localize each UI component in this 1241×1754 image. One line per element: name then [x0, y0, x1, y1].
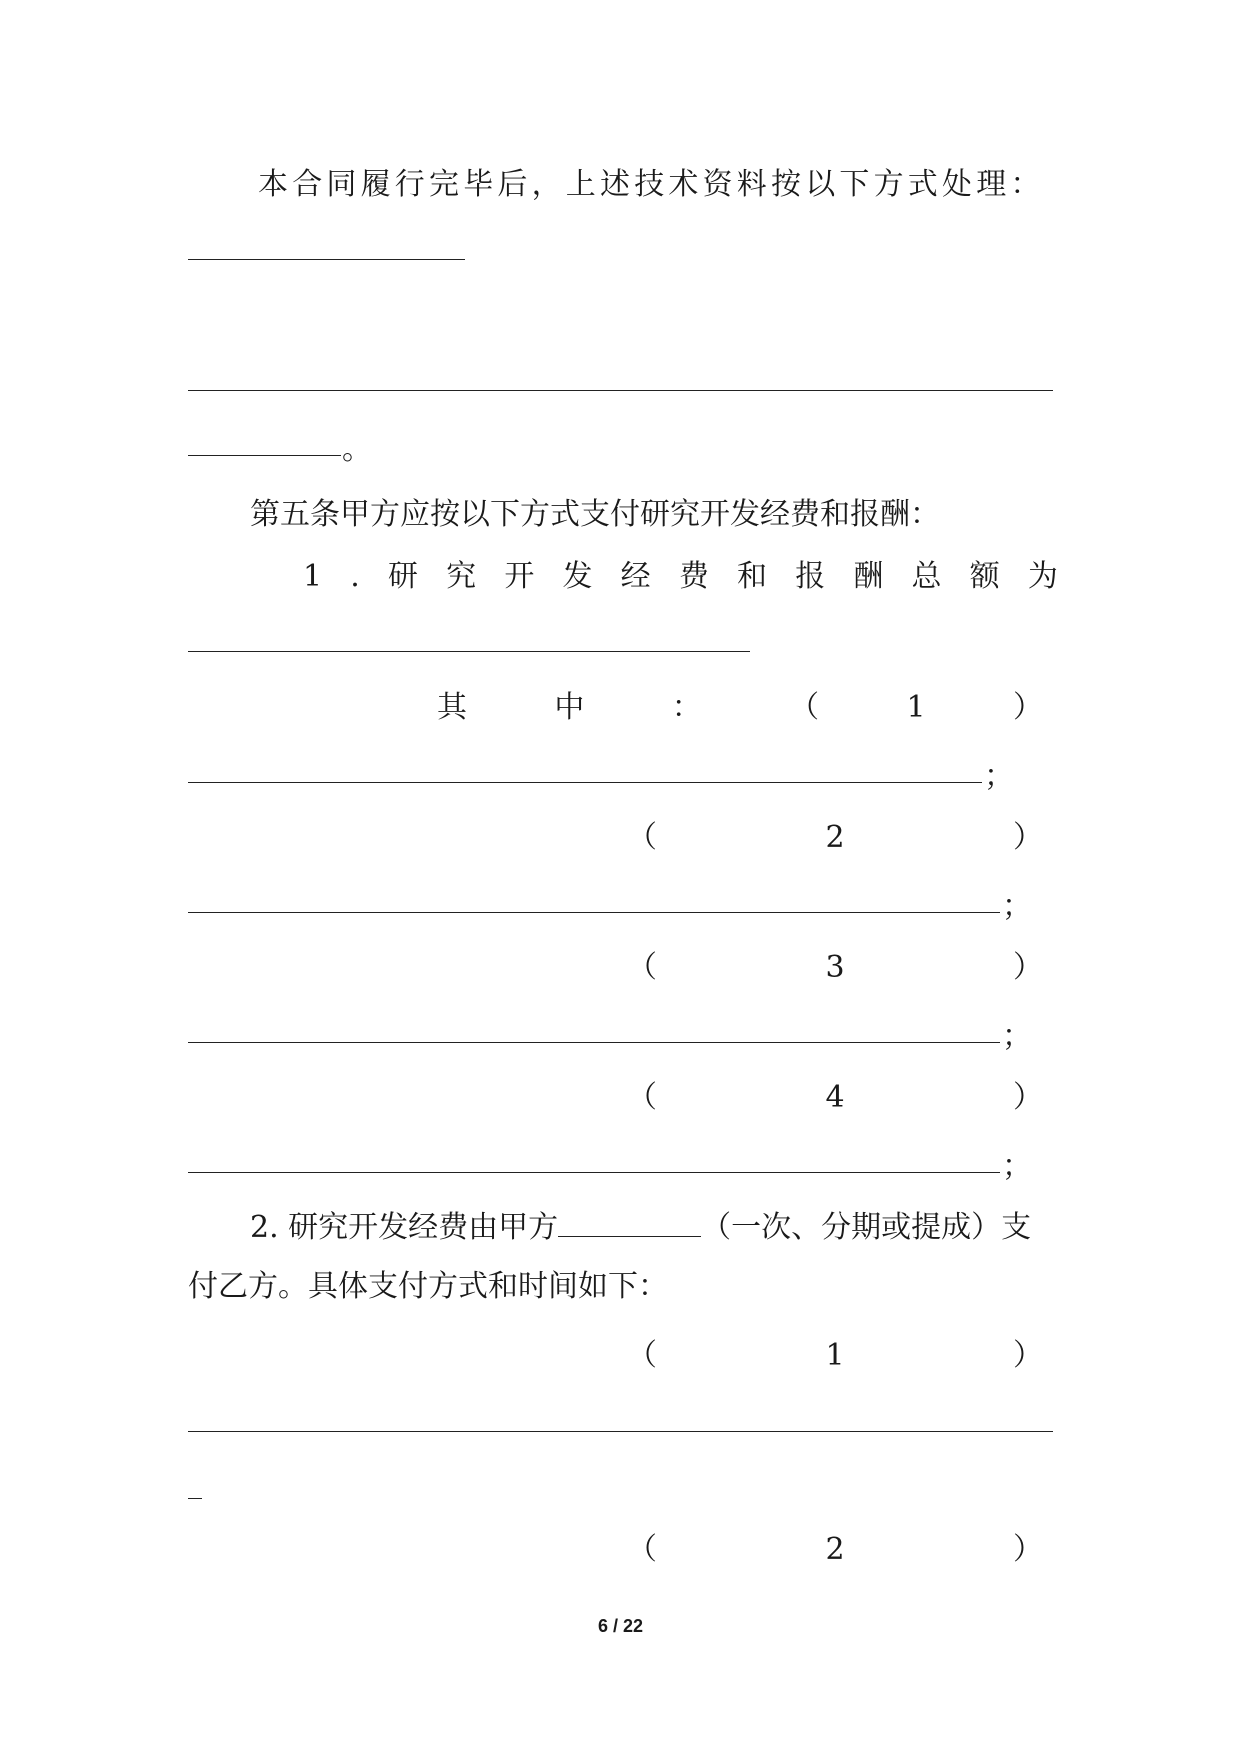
item-1-char: 开: [504, 559, 535, 594]
payment-method-blank: [558, 1206, 701, 1237]
item-number: 2: [825, 820, 845, 855]
sub-item-4: [627, 1078, 1043, 1118]
paren-open: （: [627, 1080, 657, 1115]
item-1-total: [303, 557, 1058, 597]
paren-open: （: [627, 1532, 657, 1567]
pay-item-1: [627, 1336, 1043, 1376]
item-1-char: .: [350, 559, 360, 594]
page-number: 6 / 22: [597, 1616, 644, 1636]
blank-line: [188, 259, 465, 260]
semicolon: ；: [1002, 889, 1032, 924]
blank-line: [188, 1042, 1000, 1043]
paren-close: ）: [1013, 1338, 1043, 1373]
among-char: 中: [554, 690, 585, 725]
blank-line: [188, 912, 1000, 913]
article-5-title: 第五条甲方应按以下方式支付研究开发经费和报酬：: [250, 497, 940, 532]
blank-line: [188, 455, 341, 456]
paren-close: ）: [1013, 1080, 1043, 1115]
paren-open: （: [627, 1338, 657, 1373]
item-2-prefix: 2. 研究开发经费由甲方: [250, 1210, 559, 1245]
item-2-line-2: 付乙方。具体支付方式和时间如下：: [188, 1269, 668, 1304]
among-line: [437, 688, 1043, 728]
pay-item-2: [627, 1530, 1043, 1570]
item-1-char: 费: [678, 559, 709, 594]
item-number: 4: [825, 1080, 845, 1115]
sub-item-3: [627, 948, 1043, 988]
item-2-suffix: （一次、分期或提成）支: [701, 1210, 1032, 1245]
semicolon: ；: [984, 759, 1014, 794]
among-char: 其: [437, 690, 467, 725]
paren-open: （: [627, 820, 657, 855]
item-2-line-1: [250, 1206, 1031, 1248]
item-number: 3: [825, 950, 845, 985]
paren-close: ）: [1013, 950, 1043, 985]
among-char: ）: [1012, 690, 1043, 725]
among-char: 1: [906, 690, 926, 725]
blank-line: [188, 782, 982, 783]
paren-close: ）: [1013, 820, 1043, 855]
item-number: 1: [825, 1338, 845, 1373]
period: 。: [342, 432, 372, 467]
blank-line: [188, 390, 1053, 391]
item-number: 2: [825, 1532, 845, 1567]
paren-close: ）: [1013, 1532, 1043, 1567]
semicolon: ；: [1002, 1019, 1032, 1054]
item-1-char: 1: [303, 559, 323, 594]
among-char: ：: [671, 690, 702, 725]
semicolon: ；: [1002, 1149, 1032, 1184]
item-1-char: 总: [911, 559, 942, 594]
item-1-char: 报: [795, 559, 826, 594]
item-1-char: 为: [1027, 559, 1058, 594]
blank-line: [188, 1172, 1000, 1173]
item-1-char: 发: [562, 559, 593, 594]
blank-line: [188, 651, 750, 652]
item-1-char: 酬: [853, 559, 884, 594]
item-1-char: 研: [387, 559, 418, 594]
sub-item-2: [627, 818, 1043, 858]
paragraph-materials: 本合同履行完毕后，上述技术资料按以下方式处理：: [258, 167, 1045, 202]
blank-line: [188, 1498, 202, 1499]
item-1-char: 究: [446, 559, 477, 594]
among-char: （: [789, 690, 820, 725]
item-1-char: 和: [737, 559, 768, 594]
item-1-char: 额: [969, 559, 1000, 594]
paren-open: （: [627, 950, 657, 985]
item-1-char: 经: [620, 559, 651, 594]
blank-line: [188, 1431, 1053, 1432]
